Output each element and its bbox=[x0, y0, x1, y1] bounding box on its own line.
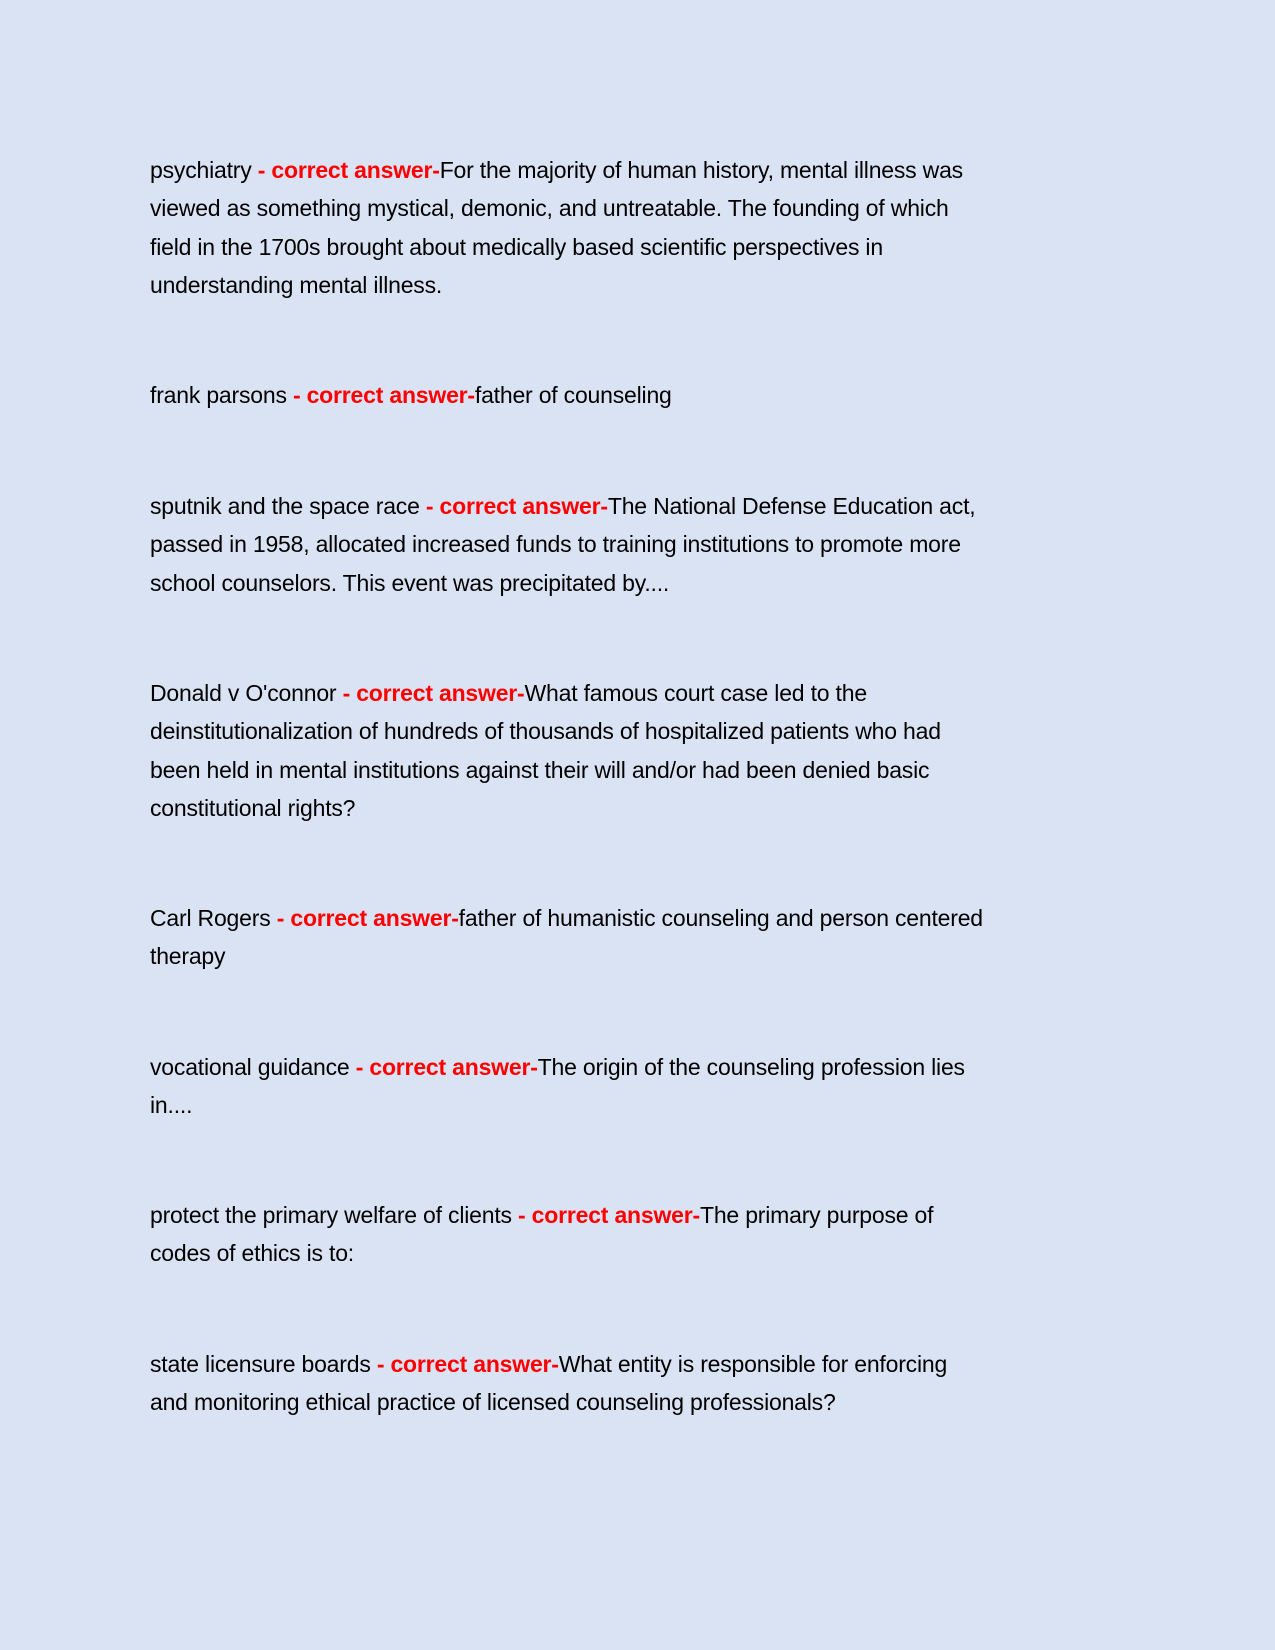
question-text: father of humanistic counseling and person centered bbox=[458, 905, 983, 931]
correct-answer-separator: - correct answer- bbox=[270, 905, 459, 931]
question-text: therapy bbox=[150, 943, 226, 970]
qa-entry-psychiatry bbox=[150, 151, 1140, 304]
question-text: The National Defense Education act, bbox=[607, 493, 976, 519]
entry-line bbox=[150, 487, 1140, 525]
entry-line bbox=[150, 674, 1140, 712]
correct-answer-separator: - correct answer- bbox=[336, 680, 525, 706]
question-text: constitutional rights? bbox=[150, 794, 356, 821]
correct-answer-separator: - correct answer- bbox=[419, 493, 608, 519]
qa-entry-carl-rogers bbox=[150, 899, 1140, 976]
qa-entry-state-licensure-boards bbox=[150, 1345, 1140, 1422]
question-text: The primary purpose of bbox=[699, 1202, 934, 1228]
question-text: What entity is responsible for enforcing bbox=[558, 1351, 948, 1377]
question-text: For the majority of human history, mental illness was bbox=[439, 157, 963, 183]
answer-term: Carl Rogers bbox=[150, 905, 271, 931]
qa-entry-donald-v-oconnor bbox=[150, 674, 1140, 827]
entry-line bbox=[150, 376, 1140, 414]
answer-term: vocational guidance bbox=[150, 1054, 350, 1080]
entry-line bbox=[150, 899, 1140, 937]
answer-term: sputnik and the space race bbox=[150, 493, 420, 519]
entry-line bbox=[150, 1196, 1140, 1234]
qa-entry-protect-welfare bbox=[150, 1196, 1140, 1273]
question-text: and monitoring ethical practice of licensed counseling professionals? bbox=[150, 1389, 836, 1416]
question-text: field in the 1700s brought about medically based scientific perspectives in bbox=[150, 233, 883, 260]
question-text: been held in mental institutions against their will and/or had been denied basic bbox=[150, 756, 930, 783]
question-text: understanding mental illness. bbox=[150, 271, 443, 298]
question-text: codes of ethics is to: bbox=[150, 1240, 354, 1267]
question-text: deinstitutionalization of hundreds of thousands of hospitalized patients who had bbox=[150, 718, 941, 745]
entry-line bbox=[150, 1345, 1140, 1383]
qa-entry-sputnik bbox=[150, 487, 1140, 602]
qa-entry-vocational-guidance bbox=[150, 1048, 1140, 1125]
answer-term: Donald v O'connor bbox=[150, 680, 337, 706]
correct-answer-separator: - correct answer- bbox=[370, 1351, 559, 1377]
question-text: The origin of the counseling profession lies bbox=[537, 1054, 965, 1080]
question-text: passed in 1958, allocated increased funds to training institutions to promote more bbox=[150, 531, 961, 558]
question-text: in.... bbox=[150, 1092, 193, 1119]
question-text: viewed as something mystical, demonic, and untreatable. The founding of which bbox=[150, 195, 949, 222]
correct-answer-separator: - correct answer- bbox=[251, 157, 440, 183]
question-text: school counselors. This event was precipitated by.... bbox=[150, 569, 670, 596]
answer-term: psychiatry bbox=[150, 157, 252, 183]
answer-term: frank parsons bbox=[150, 382, 287, 408]
question-text: father of counseling bbox=[474, 382, 672, 408]
entry-line bbox=[150, 1048, 1140, 1086]
answer-term: protect the primary welfare of clients bbox=[150, 1202, 512, 1228]
correct-answer-separator: - correct answer- bbox=[511, 1202, 700, 1228]
answer-term: state licensure boards bbox=[150, 1351, 371, 1377]
correct-answer-separator: - correct answer- bbox=[286, 382, 475, 408]
question-text: What famous court case led to the bbox=[524, 680, 867, 706]
qa-entry-frank-parsons bbox=[150, 376, 1140, 414]
correct-answer-separator: - correct answer- bbox=[349, 1054, 538, 1080]
entry-line bbox=[150, 151, 1140, 189]
